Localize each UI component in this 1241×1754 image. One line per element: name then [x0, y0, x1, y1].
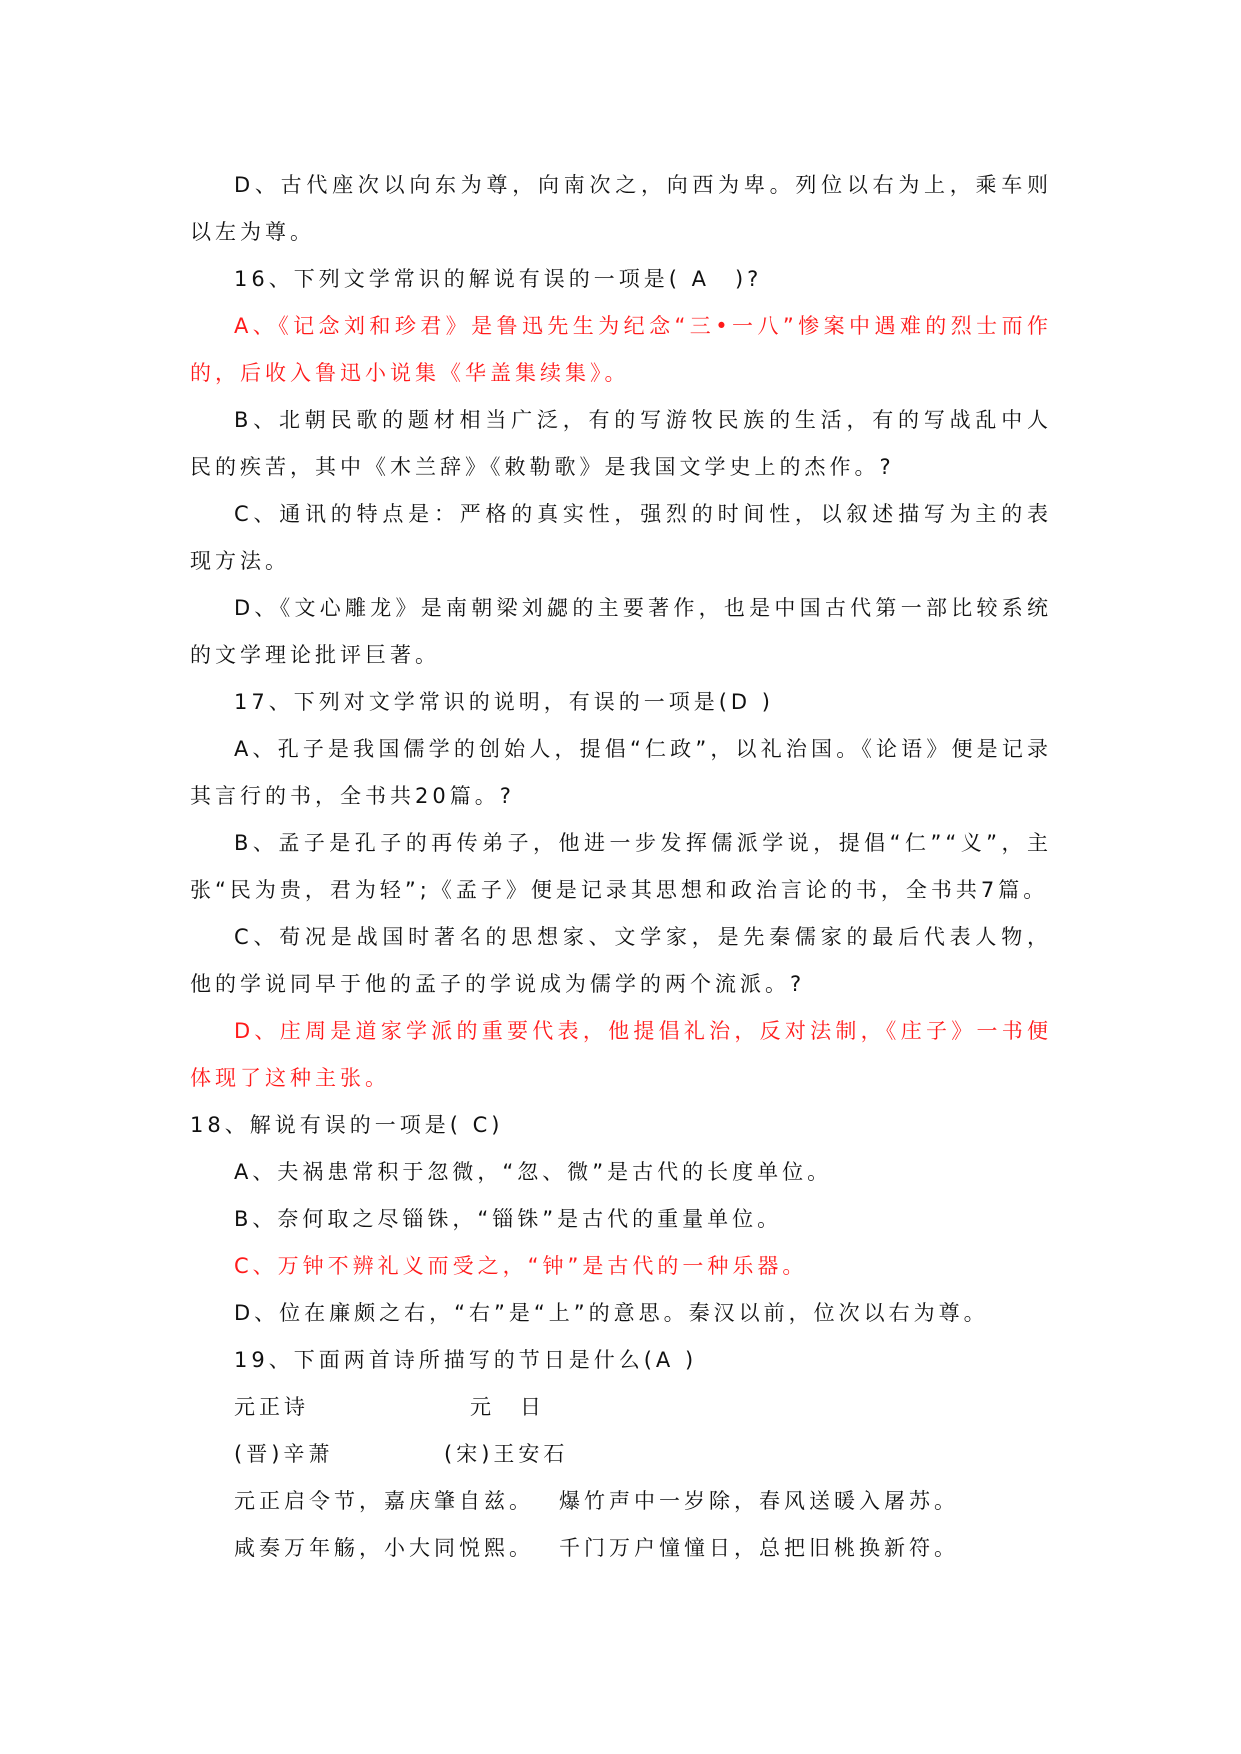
question-16-option-d: D、《文心雕龙》是南朝梁刘勰的主要著作，也是中国古代第一部比较系统的文学理论批评巨著。 — [190, 596, 1052, 667]
document-body — [190, 162, 1052, 1572]
question-18-option-d: D、位在廉颇之右，“右”是“上”的意思。秦汉以前，位次以右为尊。 — [234, 1301, 989, 1325]
question-19: 19、下面两首诗所描写的节日是什么(A ) — [234, 1348, 698, 1372]
question-16-option-b: B、北朝民歌的题材相当广泛，有的写游牧民族的生活，有的写战乱中人民的疾苦，其中《木兰辞》《敕勒歌》是我国文学史上的杰作。? — [190, 408, 1052, 479]
question-18: 18、解说有误的一项是( C) — [190, 1113, 504, 1137]
poem-line-2 — [190, 1525, 1052, 1572]
poem-line-left: 元正启令节，嘉庆肇自兹。 — [234, 1489, 534, 1513]
poem-title-left: 元正诗 — [234, 1395, 309, 1419]
question-17-option-d-answer: D、庄周是道家学派的重要代表，他提倡礼治，反对法制，《庄子》一书便体现了这种主张。 — [190, 1019, 1052, 1090]
poem-author-left: (晋)辛萧 — [234, 1442, 334, 1466]
question-16: 16、下列文学常识的解说有误的一项是( A )? — [234, 267, 763, 291]
question-16-option-a-answer: A、《记念刘和珍君》是鲁迅先生为纪念“三•一八”惨案中遇难的烈士而作的，后收入鲁迅小说集《华盖集续集》。 — [190, 314, 1052, 385]
poem-line-right: 千门万户憧憧日，总把旧桃换新符。 — [559, 1536, 959, 1560]
question-18-option-c-answer: C、万钟不辨礼义而受之，“钟”是古代的一种乐器。 — [234, 1254, 808, 1278]
question-17-option-b: B、孟子是孔子的再传弟子，他进一步发挥儒派学说，提倡“仁”“义”，主张“民为贵，君为轻”;《孟子》便是记录其思想和政治言论的书，全书共7篇。 — [190, 831, 1052, 902]
question-16-option-c: C、通讯的特点是：严格的真实性，强烈的时间性，以叙述描写为主的表现方法。 — [190, 502, 1052, 573]
question-17-option-c: C、荀况是战国时著名的思想家、文学家，是先秦儒家的最后代表人物，他的学说同早于他的孟子的学说成为儒学的两个流派。? — [190, 925, 1052, 996]
question-17: 17、下列对文学常识的说明，有误的一项是(D ) — [234, 690, 774, 714]
question-17-option-a: A、孔子是我国儒学的创始人，提倡“仁政”，以礼治国。《论语》便是记录其言行的书，全书共20篇。? — [190, 737, 1052, 808]
poem-line-right: 爆竹声中一岁除，春风送暖入屠苏。 — [559, 1489, 959, 1513]
poem-author-right: (宋)王安石 — [444, 1442, 569, 1466]
poem-authors — [190, 1431, 1052, 1478]
poem-line-1 — [190, 1478, 1052, 1525]
poem-title-right: 元 日 — [470, 1395, 545, 1419]
poem-titles — [190, 1384, 1052, 1431]
poem-line-left: 咸奏万年觞，小大同悦熙。 — [234, 1536, 534, 1560]
paragraph-15-option-d: D、古代座次以向东为尊，向南次之，向西为卑。列位以右为上，乘车则以左为尊。 — [190, 173, 1052, 244]
question-18-option-a: A、夫祸患常积于忽微，“忽、微”是古代的长度单位。 — [234, 1160, 833, 1184]
question-18-option-b: B、奈何取之尽锱铢，“锱铢”是古代的重量单位。 — [234, 1207, 783, 1231]
